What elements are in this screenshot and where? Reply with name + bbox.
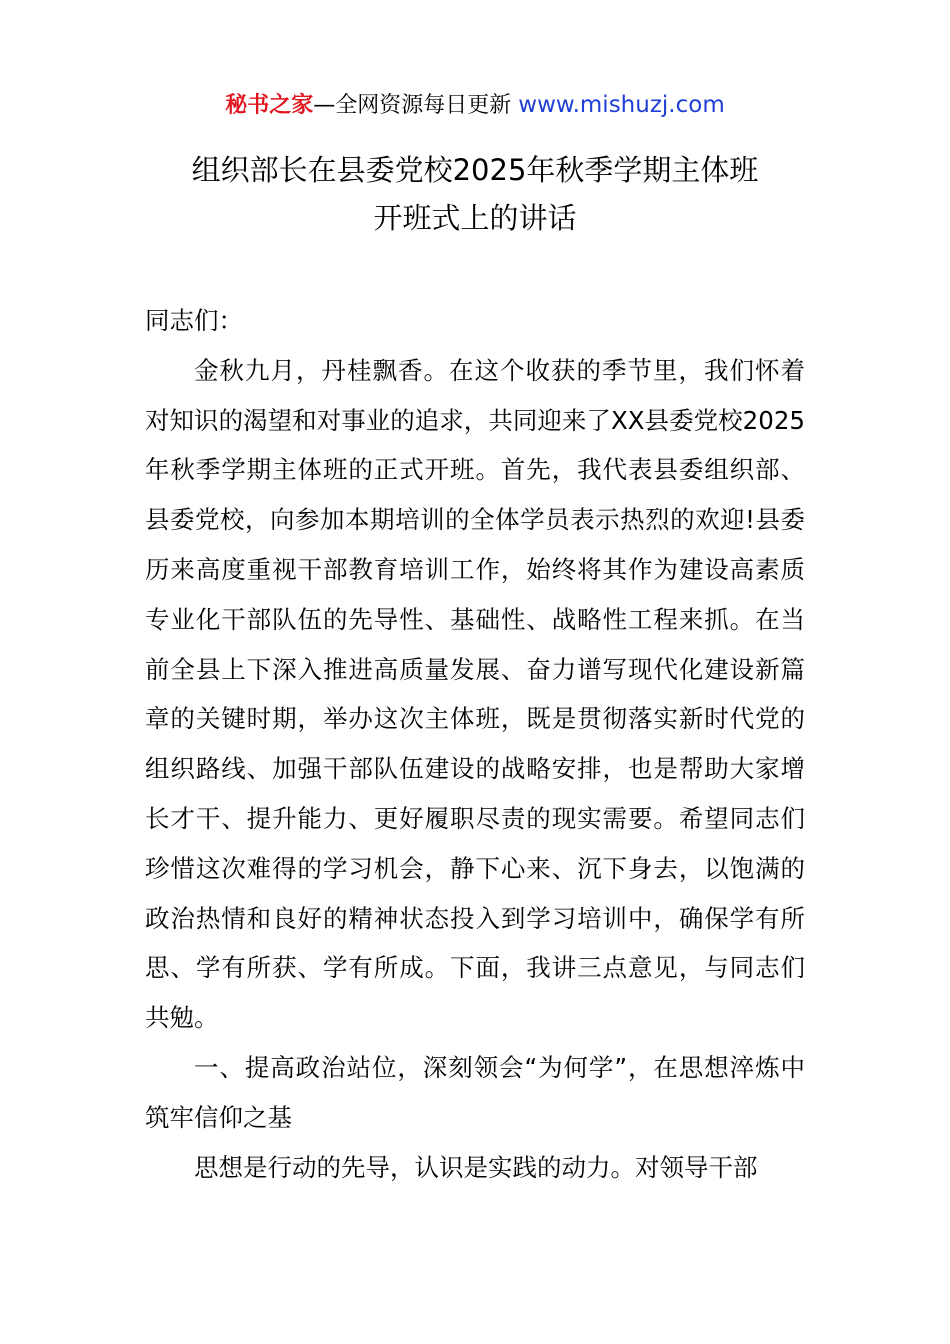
- paragraph-section-1: 思想是行动的先导，认识是实践的动力。对领导干部: [194, 1152, 758, 1182]
- site-url-link[interactable]: www.mishuzj.com: [518, 92, 725, 118]
- brand-name: 秘书之家: [225, 93, 314, 118]
- banner-tagline: —全网资源每日更新: [313, 93, 519, 118]
- salutation: 同志们：: [145, 306, 243, 335]
- section-heading-1: 一、提高政治站位，深刻领会“为何学”，在思想淬炼中筑牢信仰之基: [145, 1052, 805, 1132]
- title-line-2: 开班式上的讲话: [373, 201, 577, 235]
- document-body: [145, 296, 805, 1192]
- paragraph-opening: 金秋九月，丹桂飘香。在这个收获的季节里，我们怀着对知识的渴望和对事业的追求，共同迎来了XX县委党校2025年秋季学期主体班的正式开班。首先，我代表县委组织部、县委党校，向参加本期培训的全体学员表示热烈的欢迎!县委历来高度重视干部教育培训工作，始终将其作为建设高素质专业化干部队伍的先导性、基础性、战略性工程来抓。在当前全县上下深入推进高质量发展、奋力谱写现代化建设新篇章的关键时期，举办这次主体班，既是贯彻落实新时代党的组织路线、加强干部队伍建设的战略安排，也是帮助大家增长才干、提升能力、更好履职尽责的现实需要。希望同志们珍惜这次难得的学习机会，静下心来、沉下身去，以饱满的政治热情和良好的精神状态投入到学习培训中，确保学有所思、学有所获、学有所成。下面，我讲三点意见，与同志们共勉。: [145, 355, 805, 1033]
- site-banner: [0, 88, 950, 123]
- document-title: [100, 146, 850, 242]
- title-line-1: 组织部长在县委党校2025年秋季学期主体班: [191, 153, 759, 187]
